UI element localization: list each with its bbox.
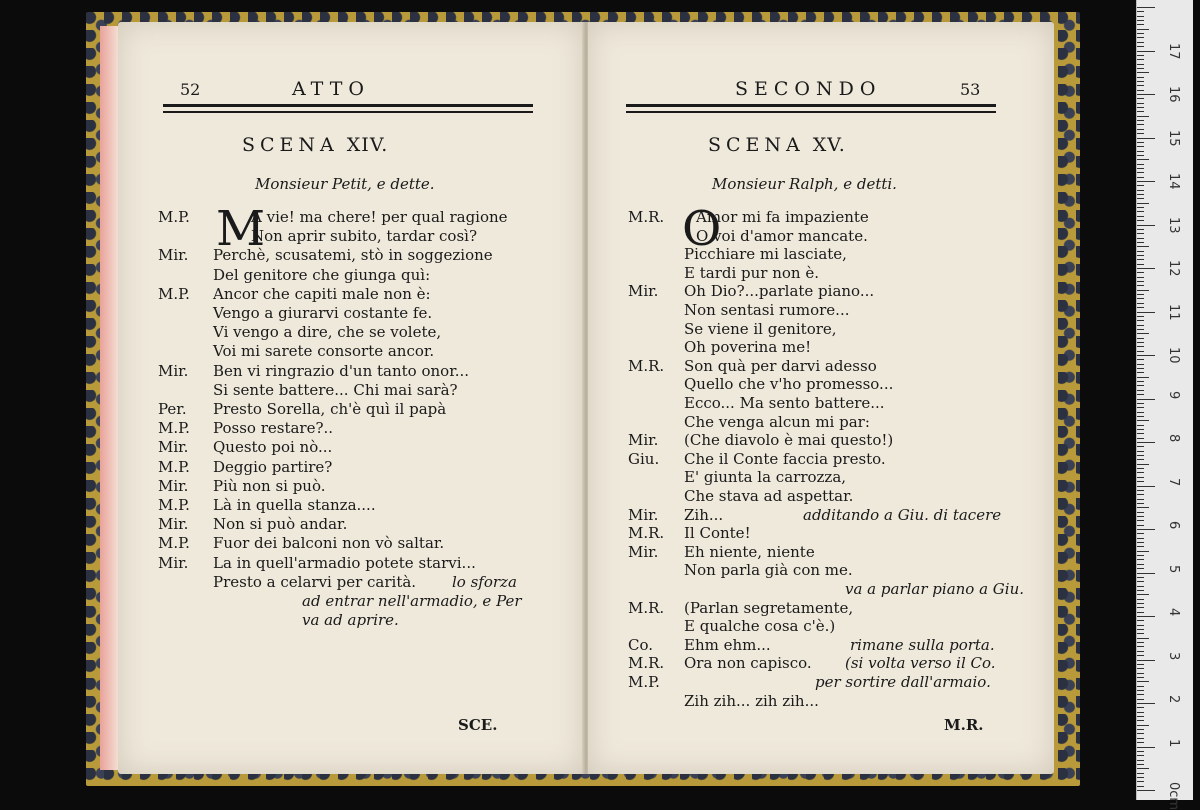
ruler-tick: [1137, 738, 1144, 739]
ruler-tick: [1137, 612, 1144, 613]
ruler-tick: [1137, 694, 1144, 695]
ruler-tick: [1137, 455, 1144, 456]
ruler-label: 8: [1166, 434, 1181, 443]
speaker-label: M.R.: [628, 524, 665, 543]
ruler-tick: [1137, 533, 1144, 534]
verse-line: Vengo a giurarvi costante fe.: [213, 304, 433, 322]
verse-line: Son quà per darvi adesso: [684, 356, 877, 375]
ruler-tick: [1137, 325, 1144, 326]
ruler-tick: [1137, 646, 1144, 647]
stage-direction: va ad aprire.: [302, 611, 399, 630]
verse-line: Si sente battere... Chi mai sarà?: [213, 380, 458, 399]
ruler-tick: [1137, 368, 1144, 369]
ruler-tick: [1137, 603, 1144, 604]
verse-line: Perchè, scusatemi, stò in soggezione: [213, 246, 493, 265]
ruler-tick: [1137, 259, 1144, 260]
speaker-label: Co.: [628, 635, 654, 654]
ruler-tick: [1137, 372, 1144, 373]
ruler-tick: [1137, 151, 1144, 152]
speaker-label: Mir.: [628, 542, 659, 561]
ruler-tick: [1137, 529, 1155, 530]
stage-direction: (si volta verso il Co.: [845, 654, 996, 673]
verse-line: Questo poi nò...: [213, 438, 333, 457]
speaker-label: Mir.: [158, 246, 189, 265]
ruler-tick: [1137, 633, 1144, 634]
ruler-tick: [1137, 220, 1144, 221]
verse-line: Zih...: [684, 505, 724, 524]
ruler-tick: [1137, 294, 1144, 295]
ruler-tick: [1137, 660, 1155, 661]
verse-line: Più non si può.: [213, 476, 326, 495]
ruler-label: 5: [1166, 564, 1181, 573]
speaker-label: Mir.: [158, 361, 189, 380]
ruler-tick: [1137, 638, 1149, 639]
left-head-rule-thin: [163, 111, 533, 113]
verse-line: Voi mi sarete consorte ancor.: [213, 342, 435, 361]
verse-line: Posso restare?..: [213, 419, 334, 438]
ruler-tick: [1137, 464, 1149, 465]
ruler-tick: [1137, 655, 1144, 656]
ruler-tick: [1137, 146, 1144, 147]
speaker-label: Per.: [158, 400, 187, 418]
verse-line: A vie! ma chere! per qual ragione: [251, 208, 508, 226]
ruler-label: 2: [1166, 695, 1181, 704]
ruler-tick: [1137, 20, 1144, 21]
ruler-tick: [1137, 733, 1144, 734]
ruler-tick: [1137, 446, 1144, 447]
ruler-tick: [1137, 542, 1144, 543]
right-scene-word: SCENA: [708, 134, 805, 156]
stage-direction: ad entrar nell'armadio, e Per: [302, 592, 522, 610]
ruler-tick: [1137, 351, 1144, 352]
ruler-tick: [1137, 416, 1144, 417]
speaker-label: Giu.: [628, 449, 660, 468]
ruler-tick: [1137, 520, 1144, 521]
ruler-label: 7: [1166, 477, 1181, 486]
speaker-label: Mir.: [158, 438, 189, 457]
left-scene-number: XIV.: [346, 134, 389, 156]
ruler-tick: [1137, 164, 1144, 165]
ruler-tick: [1137, 198, 1144, 199]
ruler-tick: [1137, 346, 1144, 347]
ruler-tick: [1137, 503, 1144, 504]
ruler-tick: [1137, 24, 1144, 25]
ruler-tick: [1137, 729, 1144, 730]
ruler-tick: [1137, 338, 1144, 339]
ruler-tick: [1137, 594, 1149, 595]
verse-line: Non sentasi rumore...: [684, 301, 850, 319]
ruler-tick: [1137, 229, 1144, 230]
ruler-tick: [1137, 211, 1144, 212]
speaker-label: Mir.: [628, 505, 659, 524]
ruler-tick: [1137, 459, 1144, 460]
ruler-tick: [1137, 312, 1155, 313]
ruler-tick: [1137, 185, 1144, 186]
stage-direction: per sortire dall'armaio.: [815, 673, 991, 691]
ruler-tick: [1137, 472, 1144, 473]
verse-line: Oh Dio?...parlate piano...: [684, 282, 875, 301]
ruler-tick: [1137, 159, 1149, 160]
ruler-label: 1: [1166, 738, 1181, 747]
speaker-label: Mir.: [628, 431, 659, 450]
ruler-tick: [1137, 72, 1149, 73]
ruler-label: 15: [1166, 129, 1181, 147]
ruler-tick: [1137, 420, 1149, 421]
ruler-tick: [1137, 268, 1155, 269]
right-scene-persons: Monsieur Ralph, e detti.: [712, 175, 897, 193]
verse-line: Fuor dei balconi non vò saltar.: [213, 534, 445, 553]
speaker-label: M.P.: [158, 457, 190, 476]
ruler-tick: [1137, 116, 1149, 117]
ruler-tick: [1137, 590, 1144, 591]
ruler-tick: [1137, 333, 1149, 334]
right-scene-number: XV.: [812, 134, 846, 156]
speaker-label: M.R.: [628, 356, 665, 375]
verse-line: Presto Sorella, ch'è quì il papà: [213, 400, 447, 418]
verse-line: Eh niente, niente: [684, 542, 815, 561]
ruler-label: 13: [1166, 216, 1181, 234]
right-head-rule: [626, 104, 996, 107]
verse-line: Ora non capisco.: [684, 654, 812, 673]
speaker-label: Mir.: [158, 553, 189, 572]
left-scene-heading: [242, 134, 388, 156]
ruler-tick: [1137, 68, 1144, 69]
ruler-tick: [1137, 686, 1144, 687]
ruler-tick: [1137, 168, 1144, 169]
ruler-tick: [1137, 90, 1144, 91]
ruler-tick: [1137, 181, 1155, 182]
ruler-tick: [1137, 190, 1144, 191]
ruler-tick: [1137, 51, 1155, 52]
ruler-label: 11: [1166, 303, 1181, 321]
ruler-tick: [1137, 760, 1144, 761]
ruler-tick: [1137, 664, 1144, 665]
verse-line: E' giunta la carrozza,: [684, 468, 847, 487]
ruler-tick: [1137, 747, 1155, 748]
ruler-tick: [1137, 390, 1144, 391]
stage-direction: lo sforza: [452, 572, 517, 591]
speaker-label: Mir.: [628, 282, 659, 301]
ruler-tick: [1137, 620, 1144, 621]
verse-line: Ehm ehm...: [684, 635, 771, 654]
ruler-tick: [1137, 155, 1144, 156]
ruler-tick: [1137, 225, 1155, 226]
ruler-tick: [1137, 451, 1144, 452]
ruler-tick: [1137, 773, 1144, 774]
verse-line: Non parla già con me.: [684, 561, 853, 580]
ruler-tick: [1137, 355, 1155, 356]
stage-direction: rimane sulla porta.: [850, 635, 995, 654]
speaker-label: M.P.: [628, 673, 660, 691]
ruler-tick: [1137, 85, 1144, 86]
right-running-head: SECONDO: [735, 78, 882, 100]
ruler-tick: [1137, 33, 1144, 34]
ruler-tick: [1137, 486, 1155, 487]
ruler-tick: [1137, 407, 1144, 408]
verse-line: Non aprir subito, tardar così?: [251, 227, 477, 246]
ruler-tick: [1137, 285, 1144, 286]
speaker-label: M.P.: [158, 284, 190, 303]
ruler-tick: [1137, 703, 1155, 704]
page-edge: [100, 26, 118, 770]
verse-line: Ecco... Ma sento battere...: [684, 394, 885, 412]
ruler-tick: [1137, 551, 1149, 552]
ruler-tick: [1137, 233, 1144, 234]
verse-line: E qualche cosa c'è.): [684, 617, 836, 636]
ruler-tick: [1137, 555, 1144, 556]
verse-line: Ben vi ringrazio d'un tanto onor...: [213, 361, 470, 380]
ruler-tick: [1137, 494, 1144, 495]
ruler-tick: [1137, 573, 1155, 574]
verse-line: Del genitore che giunga quì:: [213, 265, 431, 284]
ruler-tick: [1137, 651, 1144, 652]
ruler-label: 10: [1166, 347, 1181, 364]
verse-line: Là in quella stanza....: [213, 496, 376, 514]
ruler-tick: [1137, 172, 1144, 173]
ruler-tick: [1137, 781, 1144, 782]
ruler-tick: [1137, 433, 1144, 434]
ruler-tick: [1137, 399, 1155, 400]
ruler-tick: [1137, 138, 1155, 139]
ruler-tick: [1137, 64, 1144, 65]
ruler-tick: [1137, 581, 1144, 582]
stage-direction: additando a Giu. di tacere: [803, 505, 1002, 524]
ruler-tick: [1137, 512, 1144, 513]
ruler-tick: [1137, 538, 1144, 539]
ruler-tick: [1137, 629, 1144, 630]
verse-line: Che venga alcun mi par:: [684, 412, 870, 431]
ruler-label: 14: [1166, 173, 1181, 190]
ruler-tick: [1137, 673, 1144, 674]
ruler-label: 3: [1166, 651, 1181, 660]
ruler-tick: [1137, 359, 1144, 360]
ruler-tick: [1137, 238, 1144, 239]
ruler-tick: [1137, 133, 1144, 134]
ruler-tick: [1137, 29, 1149, 30]
ruler-tick: [1137, 577, 1144, 578]
ruler-tick: [1137, 559, 1144, 560]
ruler-tick: [1137, 677, 1144, 678]
verse-line: Zih zih... zih zih...: [684, 691, 819, 710]
ruler-tick: [1137, 316, 1144, 317]
ruler-tick: [1137, 37, 1144, 38]
ruler-tick: [1137, 381, 1144, 382]
verse-line: Presto a celarvi per carità.: [213, 572, 417, 591]
ruler-tick: [1137, 303, 1144, 304]
ruler-tick: [1137, 777, 1144, 778]
ruler-tick: [1137, 129, 1144, 130]
speaker-label: M.R.: [628, 654, 665, 673]
verse-line: Non si può andar.: [213, 515, 348, 534]
ruler-tick: [1137, 216, 1144, 217]
ruler-tick: [1137, 720, 1144, 721]
right-scene-heading: [708, 134, 846, 156]
ruler-tick: [1137, 11, 1144, 12]
verse-line: (Che diavolo è mai questo!): [684, 431, 894, 450]
ruler-tick: [1137, 525, 1144, 526]
ruler-label: 12: [1166, 260, 1181, 277]
verse-line: Oh poverina me!: [684, 338, 812, 357]
verse-line: (Parlan segretamente,: [684, 598, 854, 617]
verse-line: E tardi pur non è.: [684, 263, 819, 282]
ruler-tick: [1137, 438, 1144, 439]
ruler-tick: [1137, 290, 1149, 291]
ruler-tick: [1137, 272, 1144, 273]
ruler-tick: [1137, 403, 1144, 404]
ruler-tick: [1137, 320, 1144, 321]
ruler-tick: [1137, 568, 1144, 569]
ruler-tick: [1137, 690, 1144, 691]
right-page-number: 53: [960, 80, 981, 99]
verse-line: Il Conte!: [684, 524, 751, 543]
ruler-tick: [1137, 81, 1144, 82]
ruler-tick: [1137, 468, 1144, 469]
verse-line: Che stava ad aspettar.: [684, 487, 854, 505]
left-scene-word: SCENA: [242, 134, 339, 156]
ruler-tick: [1137, 194, 1144, 195]
ruler-label: 16: [1166, 86, 1181, 103]
stage-direction: va a parlar piano a Giu.: [845, 580, 1025, 598]
left-dropcap: M: [216, 201, 266, 257]
verse-line: O voi d'amor mancate.: [696, 226, 868, 245]
ruler-tick: [1137, 251, 1144, 252]
ruler-tick: [1137, 716, 1144, 717]
verse-line: La in quell'armadio potete starvi...: [213, 553, 476, 572]
ruler-tick: [1137, 394, 1144, 395]
ruler-tick: [1137, 120, 1144, 121]
speaker-label: M.R.: [628, 208, 665, 226]
ruler-tick: [1137, 377, 1149, 378]
verse-line: Amor mi fa impaziente: [696, 208, 869, 226]
ruler-tick: [1137, 790, 1155, 791]
speaker-label: M.R.: [628, 598, 665, 617]
ruler-tick: [1137, 425, 1144, 426]
ruler-tick: [1137, 124, 1144, 125]
ruler-tick: [1137, 429, 1144, 430]
verse-line: Quello che v'ho promesso...: [684, 375, 894, 394]
ruler-tick: [1137, 751, 1144, 752]
ruler-tick: [1137, 385, 1144, 386]
ruler-tick: [1137, 281, 1144, 282]
ruler-tick: [1137, 477, 1144, 478]
ruler-tick: [1137, 725, 1149, 726]
ruler-tick: [1137, 768, 1149, 769]
ruler-tick: [1137, 681, 1149, 682]
ruler-tick: [1137, 755, 1144, 756]
right-head-rule-thin: [626, 111, 996, 113]
left-page-number: 52: [180, 80, 201, 99]
ruler-label: 4: [1166, 608, 1181, 617]
ruler-tick: [1137, 481, 1144, 482]
ruler-tick: [1137, 699, 1144, 700]
ruler-tick: [1137, 255, 1144, 256]
ruler-tick: [1137, 599, 1144, 600]
ruler-tick: [1137, 499, 1144, 500]
ruler-label: 17: [1166, 42, 1181, 60]
right-dropcap: O: [682, 201, 722, 257]
ruler-tick: [1137, 55, 1144, 56]
ruler-tick: [1137, 786, 1144, 787]
ruler-tick: [1137, 342, 1144, 343]
ruler-label: 6: [1166, 521, 1181, 530]
left-scene-persons: Monsieur Petit, e dette.: [255, 175, 435, 193]
ruler-tick: [1137, 177, 1144, 178]
verse-line: Se viene il genitore,: [684, 319, 837, 338]
ruler-tick: [1137, 712, 1144, 713]
verse-line: Deggio partire?: [213, 457, 333, 476]
ruler-tick: [1137, 707, 1144, 708]
verse-line: Picchiare mi lasciate,: [684, 245, 847, 264]
ruler-tick: [1137, 59, 1144, 60]
ruler-tick: [1137, 329, 1144, 330]
ruler-tick: [1137, 307, 1144, 308]
ruler-tick: [1137, 7, 1155, 8]
ruler-tick: [1137, 77, 1144, 78]
ruler-tick: [1137, 16, 1144, 17]
ruler-tick: [1137, 490, 1144, 491]
ruler-tick: [1137, 46, 1144, 47]
ruler-tick: [1137, 412, 1144, 413]
ruler-tick: [1137, 107, 1144, 108]
ruler-tick: [1137, 42, 1144, 43]
ruler-tick: [1137, 277, 1144, 278]
speaker-label: Mir.: [158, 515, 189, 534]
ruler-tick: [1137, 607, 1144, 608]
ruler-tick: [1137, 203, 1149, 204]
ruler-tick: [1137, 142, 1144, 143]
ruler-tick: [1137, 207, 1144, 208]
ruler-tick: [1137, 507, 1149, 508]
ruler-tick: [1137, 668, 1144, 669]
ruler-tick: [1137, 546, 1144, 547]
verse-line: Ancor che capiti male non è:: [213, 284, 431, 303]
ruler-tick: [1137, 242, 1144, 243]
speaker-label: M.P.: [158, 419, 190, 438]
ruler-tick: [1137, 111, 1144, 112]
ruler-tick: [1137, 742, 1144, 743]
verse-line: Vi vengo a dire, che se volete,: [213, 323, 442, 342]
ruler-tick: [1137, 442, 1155, 443]
ruler-tick: [1137, 564, 1144, 565]
right-catchword: M.R.: [944, 716, 984, 734]
ruler-tick: [1137, 94, 1155, 95]
ruler-label: 0cm: [1166, 782, 1181, 810]
ruler-tick: [1137, 642, 1144, 643]
ruler-tick: [1137, 246, 1149, 247]
ruler-tick: [1137, 516, 1144, 517]
left-catchword: SCE.: [458, 716, 498, 734]
measuring-ruler: [1136, 0, 1193, 810]
ruler-tick: [1137, 98, 1144, 99]
ruler-tick: [1137, 616, 1155, 617]
speaker-label: M.P.: [158, 534, 190, 553]
verse-line: Che il Conte faccia presto.: [684, 449, 886, 468]
speaker-label: M.P.: [158, 496, 190, 514]
left-running-head: ATTO: [292, 78, 370, 100]
ruler-tick: [1137, 764, 1144, 765]
ruler-tick: [1137, 625, 1144, 626]
ruler-tick: [1137, 264, 1144, 265]
ruler-tick: [1137, 103, 1144, 104]
speaker-label: Mir.: [158, 476, 189, 495]
ruler-tick: [1137, 586, 1144, 587]
ruler-tick: [1137, 298, 1144, 299]
ruler-label: 9: [1166, 390, 1181, 399]
speaker-label: M.P.: [158, 208, 190, 226]
ruler-tick: [1137, 364, 1144, 365]
left-head-rule: [163, 104, 533, 107]
